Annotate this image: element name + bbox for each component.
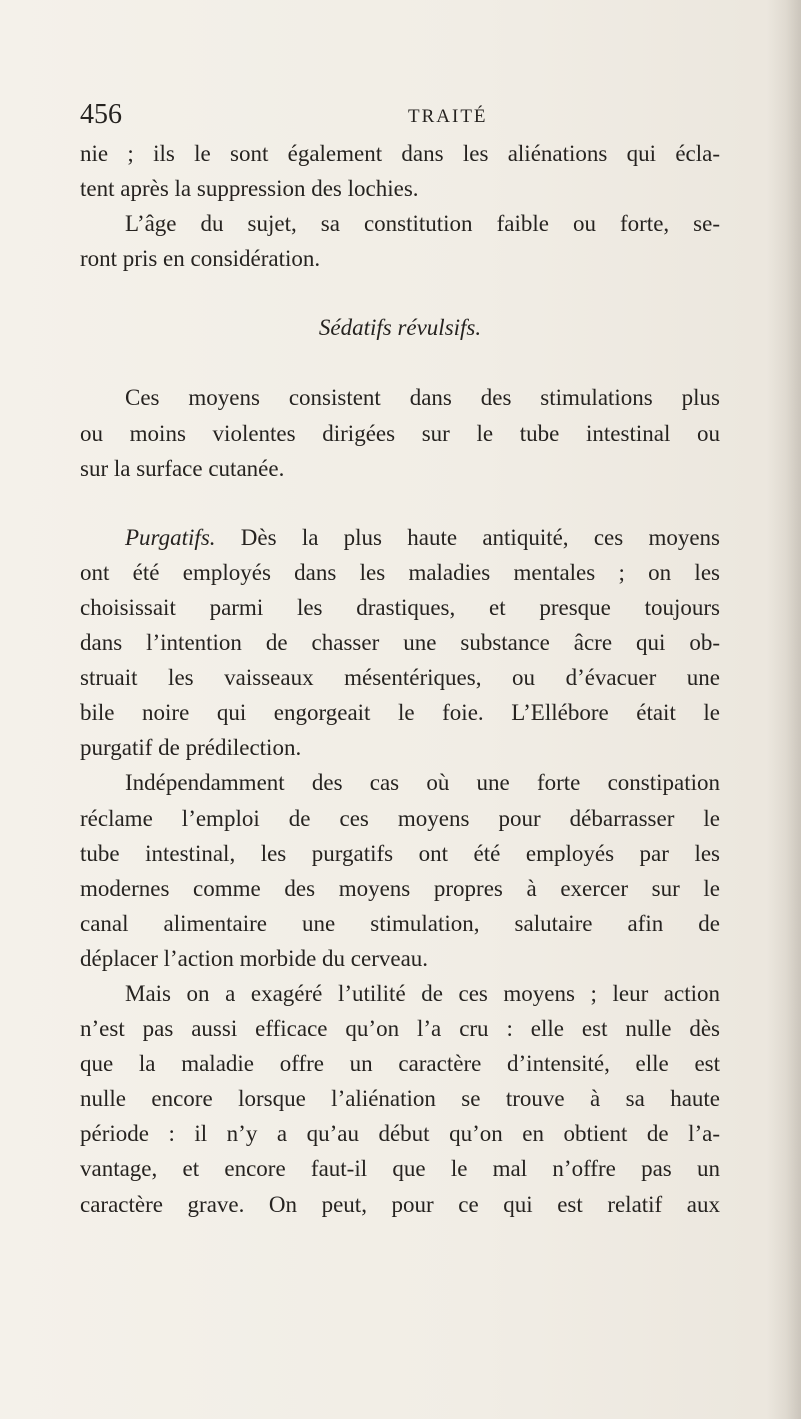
body-text: [80, 136, 720, 1222]
text-line: caractère grave. On peut, pour ce qui est relatif aux: [80, 1191, 720, 1217]
text-line: ont été employés dans les maladies mentales ; on les: [80, 559, 720, 585]
text-line: vantage, et encore faut-il que le mal n’offre pas un: [80, 1156, 720, 1182]
text-line: déplacer l’action morbide du cerveau.: [80, 945, 429, 971]
page-number: 456: [80, 99, 122, 130]
paragraph-lead: Purgatifs.: [125, 524, 216, 550]
text-line: [80, 520, 720, 555]
section-heading: Sédatifs révulsifs.: [318, 315, 482, 341]
text-line: nie ; ils le sont également dans les aliénations qui écla-: [80, 141, 720, 166]
binding-shadow: [767, 0, 801, 1419]
text-line: nulle encore lorsque l’aliénation se trouve à sa haute: [80, 1086, 720, 1112]
text-line: ou moins violentes dirigées sur le tube intestinal ou: [80, 420, 720, 446]
text-line: que la maladie offre un caractère d’intensité, elle est: [80, 1051, 720, 1077]
text-line: bile noire qui engorgeait le foie. L’Ellébore était le: [80, 700, 720, 726]
text-line: tube intestinal, les purgatifs ont été employés par les: [80, 840, 720, 866]
text-line: sur la surface cutanée.: [80, 455, 285, 481]
text-line: n’est pas aussi efficace qu’on l’a cru : elle est nulle dès: [80, 1016, 720, 1042]
text-line: L’âge du sujet, sa constitution faible ou forte, se-: [125, 211, 720, 237]
text-line: tent après la suppression des lochies.: [80, 176, 419, 202]
text-line: canal alimentaire une stimulation, salutaire afin de: [80, 910, 720, 936]
text-line: Mais on a exagéré l’utilité de ces moyens ; leur action: [125, 980, 720, 1006]
text-span: Dès la plus haute antiquité, ces moyens: [215, 524, 720, 550]
text-line: choisissait parmi les drastiques, et presque toujours: [80, 594, 720, 620]
text-line: période : il n’y a qu’au début qu’on en obtient de l’a-: [80, 1121, 720, 1147]
text-line: purgatif de prédilection.: [80, 735, 302, 761]
running-title: TRAITÉ: [408, 106, 488, 127]
text-line: Ces moyens consistent dans des stimulations plus: [125, 385, 720, 411]
text-line: dans l’intention de chasser une substance âcre qui ob-: [80, 630, 720, 656]
text-line: struait les vaisseaux mésentériques, ou d’évacuer une: [80, 665, 720, 691]
text-line: ront pris en considération.: [80, 246, 321, 272]
page-header: [80, 100, 720, 130]
text-line: Indépendamment des cas où une forte constipation: [125, 770, 720, 796]
text-line: modernes comme des moyens propres à exercer sur le: [80, 875, 720, 901]
text-line: réclame l’emploi de ces moyens pour débarrasser le: [80, 805, 720, 831]
